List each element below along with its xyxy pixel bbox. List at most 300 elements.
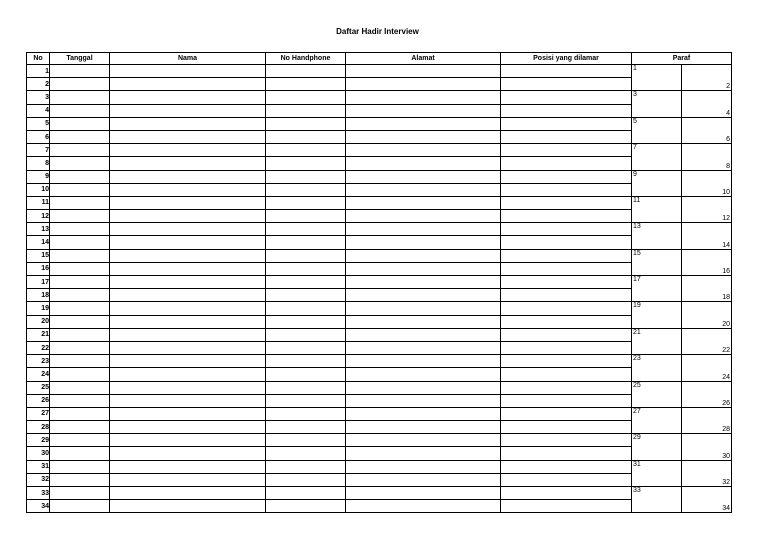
cell-tanggal[interactable] (50, 117, 110, 130)
cell-alamat[interactable] (346, 276, 501, 289)
cell-tanggal[interactable] (50, 91, 110, 104)
cell-alamat[interactable] (346, 460, 501, 473)
paraf-cell-left[interactable] (632, 487, 682, 513)
paraf-number: 13 (633, 223, 641, 231)
cell-no-handphone[interactable] (266, 262, 346, 275)
cell-tanggal[interactable] (50, 315, 110, 328)
paraf-cell-right[interactable] (682, 196, 732, 222)
cell-alamat[interactable] (346, 315, 501, 328)
table-row (27, 381, 732, 394)
cell-nama[interactable] (110, 407, 266, 420)
cell-tanggal[interactable] (50, 196, 110, 209)
cell-alamat[interactable] (346, 223, 501, 236)
row-number: 20 (27, 315, 50, 328)
cell-no-handphone[interactable] (266, 328, 346, 341)
paraf-number: 20 (722, 320, 730, 328)
cell-no-handphone[interactable] (266, 276, 346, 289)
cell-nama[interactable] (110, 183, 266, 196)
cell-no-handphone[interactable] (266, 487, 346, 500)
cell-alamat[interactable] (346, 65, 501, 78)
cell-alamat[interactable] (346, 487, 501, 500)
paraf-number: 27 (633, 407, 641, 415)
cell-no-handphone[interactable] (266, 434, 346, 447)
row-number: 13 (27, 223, 50, 236)
cell-nama[interactable] (110, 434, 266, 447)
cell-posisi[interactable] (501, 407, 632, 420)
table-row (27, 144, 732, 157)
cell-no-handphone[interactable] (266, 381, 346, 394)
cell-alamat[interactable] (346, 500, 501, 513)
row-number: 32 (27, 473, 50, 486)
cell-posisi[interactable] (501, 236, 632, 249)
row-number: 34 (27, 500, 50, 513)
paraf-number: 16 (722, 268, 730, 275)
paraf-number: 18 (722, 294, 730, 302)
paraf-cell-right[interactable] (682, 460, 732, 486)
cell-posisi[interactable] (501, 341, 632, 354)
cell-posisi[interactable] (501, 196, 632, 209)
paraf-number: 23 (633, 355, 641, 363)
cell-no-handphone[interactable] (266, 65, 346, 78)
paraf-cell-left[interactable] (632, 65, 682, 91)
cell-posisi[interactable] (501, 289, 632, 302)
cell-posisi[interactable] (501, 368, 632, 381)
cell-tanggal[interactable] (50, 236, 110, 249)
cell-posisi[interactable] (501, 473, 632, 486)
paraf-number: 34 (722, 505, 730, 513)
paraf-number: 17 (633, 276, 641, 283)
paraf-cell-right[interactable] (682, 407, 732, 433)
row-number: 22 (27, 341, 50, 354)
cell-no-handphone[interactable] (266, 144, 346, 157)
cell-posisi[interactable] (501, 500, 632, 513)
paraf-cell-right[interactable] (682, 249, 732, 275)
cell-tanggal[interactable] (50, 500, 110, 513)
paraf-cell-left[interactable] (632, 223, 682, 249)
paraf-cell-left[interactable] (632, 196, 682, 222)
cell-nama[interactable] (110, 315, 266, 328)
paraf-number: 22 (722, 347, 730, 355)
header-posisi: Posisi yang dilamar (501, 53, 632, 65)
cell-tanggal[interactable] (50, 289, 110, 302)
cell-tanggal[interactable] (50, 394, 110, 407)
cell-nama[interactable] (110, 65, 266, 78)
row-number: 30 (27, 447, 50, 460)
paraf-number: 33 (633, 487, 641, 494)
paraf-number: 12 (722, 215, 730, 223)
cell-posisi[interactable] (501, 249, 632, 262)
paraf-cell-right[interactable] (682, 117, 732, 143)
cell-alamat[interactable] (346, 236, 501, 249)
table-row (27, 434, 732, 447)
paraf-cell-right[interactable] (682, 302, 732, 328)
cell-no-handphone[interactable] (266, 341, 346, 354)
cell-posisi[interactable] (501, 355, 632, 368)
cell-no-handphone[interactable] (266, 460, 346, 473)
header-paraf: Paraf (632, 53, 732, 65)
attendance-table (26, 52, 732, 513)
table-row (27, 394, 732, 407)
row-number: 4 (27, 104, 50, 117)
row-number: 1 (27, 65, 50, 78)
cell-alamat[interactable] (346, 381, 501, 394)
cell-alamat[interactable] (346, 210, 501, 223)
cell-nama[interactable] (110, 236, 266, 249)
paraf-number: 8 (726, 162, 730, 170)
cell-alamat[interactable] (346, 196, 501, 209)
cell-no-handphone[interactable] (266, 355, 346, 368)
cell-posisi[interactable] (501, 104, 632, 117)
cell-nama[interactable] (110, 487, 266, 500)
cell-posisi[interactable] (501, 421, 632, 434)
table-row (27, 473, 732, 486)
cell-no-handphone[interactable] (266, 130, 346, 143)
header-row (27, 53, 732, 65)
cell-nama[interactable] (110, 355, 266, 368)
table-row (27, 328, 732, 341)
paraf-number: 14 (722, 241, 730, 249)
table-row (27, 341, 732, 354)
cell-tanggal[interactable] (50, 473, 110, 486)
row-number: 8 (27, 157, 50, 170)
cell-no-handphone[interactable] (266, 117, 346, 130)
cell-nama[interactable] (110, 368, 266, 381)
row-number: 19 (27, 302, 50, 315)
cell-tanggal[interactable] (50, 302, 110, 315)
cell-tanggal[interactable] (50, 407, 110, 420)
cell-nama[interactable] (110, 447, 266, 460)
cell-tanggal[interactable] (50, 460, 110, 473)
cell-alamat[interactable] (346, 91, 501, 104)
cell-no-handphone[interactable] (266, 183, 346, 196)
document-title: Daftar Hadir Interview (336, 27, 419, 36)
paraf-number: 6 (726, 136, 730, 144)
paraf-cell-right[interactable] (682, 434, 732, 460)
paraf-cell-left[interactable] (632, 407, 682, 433)
paraf-cell-left[interactable] (632, 302, 682, 328)
cell-posisi[interactable] (501, 170, 632, 183)
cell-nama[interactable] (110, 210, 266, 223)
cell-posisi[interactable] (501, 157, 632, 170)
row-number: 24 (27, 368, 50, 381)
paraf-number: 11 (633, 196, 641, 204)
table-row (27, 315, 732, 328)
cell-no-handphone[interactable] (266, 91, 346, 104)
cell-posisi[interactable] (501, 78, 632, 91)
row-number: 28 (27, 421, 50, 434)
cell-no-handphone[interactable] (266, 157, 346, 170)
cell-tanggal[interactable] (50, 368, 110, 381)
cell-posisi[interactable] (501, 223, 632, 236)
cell-no-handphone[interactable] (266, 104, 346, 117)
cell-alamat[interactable] (346, 368, 501, 381)
paraf-cell-left[interactable] (632, 91, 682, 117)
header-nama: Nama (110, 53, 266, 65)
cell-nama[interactable] (110, 394, 266, 407)
row-number: 33 (27, 487, 50, 500)
cell-posisi[interactable] (501, 460, 632, 473)
paraf-number: 30 (722, 452, 730, 460)
cell-tanggal[interactable] (50, 130, 110, 143)
cell-tanggal[interactable] (50, 210, 110, 223)
cell-nama[interactable] (110, 117, 266, 130)
paraf-number: 7 (633, 144, 637, 152)
cell-alamat[interactable] (346, 130, 501, 143)
cell-nama[interactable] (110, 223, 266, 236)
cell-nama[interactable] (110, 130, 266, 143)
row-number: 12 (27, 210, 50, 223)
cell-posisi[interactable] (501, 447, 632, 460)
cell-no-handphone[interactable] (266, 500, 346, 513)
cell-no-handphone[interactable] (266, 302, 346, 315)
cell-alamat[interactable] (346, 407, 501, 420)
table-row (27, 262, 732, 275)
cell-posisi[interactable] (501, 302, 632, 315)
paraf-number: 3 (633, 91, 637, 99)
cell-alamat[interactable] (346, 78, 501, 91)
cell-tanggal[interactable] (50, 249, 110, 262)
cell-nama[interactable] (110, 460, 266, 473)
paraf-cell-left[interactable] (632, 434, 682, 460)
table-row (27, 130, 732, 143)
table-row (27, 223, 732, 236)
cell-posisi[interactable] (501, 315, 632, 328)
cell-nama[interactable] (110, 276, 266, 289)
cell-posisi[interactable] (501, 381, 632, 394)
cell-alamat[interactable] (346, 355, 501, 368)
table-row (27, 117, 732, 130)
table-row (27, 183, 732, 196)
paraf-number: 29 (633, 434, 641, 442)
paraf-cell-left[interactable] (632, 144, 682, 170)
cell-no-handphone[interactable] (266, 78, 346, 91)
cell-no-handphone[interactable] (266, 368, 346, 381)
cell-tanggal[interactable] (50, 78, 110, 91)
row-number: 29 (27, 434, 50, 447)
paraf-cell-right[interactable] (682, 381, 732, 407)
table-row (27, 407, 732, 420)
paraf-number: 1 (633, 65, 637, 72)
row-number: 31 (27, 460, 50, 473)
cell-alamat[interactable] (346, 447, 501, 460)
table-row (27, 196, 732, 209)
cell-posisi[interactable] (501, 210, 632, 223)
cell-alamat[interactable] (346, 117, 501, 130)
table-row (27, 104, 732, 117)
table-row (27, 91, 732, 104)
paraf-cell-right[interactable] (682, 223, 732, 249)
cell-tanggal[interactable] (50, 355, 110, 368)
cell-no-handphone[interactable] (266, 447, 346, 460)
cell-alamat[interactable] (346, 394, 501, 407)
cell-posisi[interactable] (501, 183, 632, 196)
paraf-cell-left[interactable] (632, 328, 682, 354)
cell-tanggal[interactable] (50, 104, 110, 117)
table-row (27, 487, 732, 500)
row-number: 11 (27, 196, 50, 209)
cell-nama[interactable] (110, 341, 266, 354)
paraf-cell-left[interactable] (632, 249, 682, 275)
paraf-cell-right[interactable] (682, 328, 732, 354)
row-number: 26 (27, 394, 50, 407)
cell-nama[interactable] (110, 289, 266, 302)
cell-nama[interactable] (110, 381, 266, 394)
cell-tanggal[interactable] (50, 487, 110, 500)
cell-tanggal[interactable] (50, 434, 110, 447)
cell-alamat[interactable] (346, 434, 501, 447)
row-number: 25 (27, 381, 50, 394)
cell-alamat[interactable] (346, 473, 501, 486)
cell-nama[interactable] (110, 157, 266, 170)
cell-alamat[interactable] (346, 104, 501, 117)
paraf-number: 31 (633, 460, 641, 468)
cell-no-handphone[interactable] (266, 223, 346, 236)
cell-posisi[interactable] (501, 394, 632, 407)
row-number: 9 (27, 170, 50, 183)
row-number: 5 (27, 117, 50, 130)
cell-posisi[interactable] (501, 91, 632, 104)
cell-posisi[interactable] (501, 276, 632, 289)
cell-nama[interactable] (110, 196, 266, 209)
cell-alamat[interactable] (346, 302, 501, 315)
header-tanggal: Tanggal (50, 53, 110, 65)
cell-tanggal[interactable] (50, 262, 110, 275)
row-number: 2 (27, 78, 50, 91)
cell-alamat[interactable] (346, 183, 501, 196)
cell-alamat[interactable] (346, 421, 501, 434)
cell-alamat[interactable] (346, 289, 501, 302)
cell-no-handphone[interactable] (266, 473, 346, 486)
cell-tanggal[interactable] (50, 170, 110, 183)
cell-no-handphone[interactable] (266, 249, 346, 262)
header-alamat: Alamat (346, 53, 501, 65)
cell-no-handphone[interactable] (266, 170, 346, 183)
paraf-number: 2 (726, 83, 730, 91)
cell-posisi[interactable] (501, 487, 632, 500)
table-row (27, 157, 732, 170)
cell-no-handphone[interactable] (266, 315, 346, 328)
row-number: 23 (27, 355, 50, 368)
cell-nama[interactable] (110, 91, 266, 104)
cell-alamat[interactable] (346, 328, 501, 341)
cell-nama[interactable] (110, 249, 266, 262)
row-number: 18 (27, 289, 50, 302)
paraf-number: 25 (633, 381, 641, 389)
cell-tanggal[interactable] (50, 183, 110, 196)
paraf-number: 32 (722, 479, 730, 486)
cell-no-handphone[interactable] (266, 394, 346, 407)
cell-alamat[interactable] (346, 144, 501, 157)
cell-nama[interactable] (110, 170, 266, 183)
cell-no-handphone[interactable] (266, 236, 346, 249)
table-row (27, 368, 732, 381)
paraf-number: 21 (633, 328, 641, 336)
table-row (27, 302, 732, 315)
cell-tanggal[interactable] (50, 144, 110, 157)
cell-nama[interactable] (110, 500, 266, 513)
cell-tanggal[interactable] (50, 276, 110, 289)
row-number: 10 (27, 183, 50, 196)
row-number: 3 (27, 91, 50, 104)
cell-alamat[interactable] (346, 341, 501, 354)
paraf-cell-right[interactable] (682, 91, 732, 117)
cell-posisi[interactable] (501, 117, 632, 130)
paraf-cell-right[interactable] (682, 276, 732, 302)
table-row (27, 210, 732, 223)
cell-posisi[interactable] (501, 144, 632, 157)
paraf-cell-left[interactable] (632, 117, 682, 143)
cell-no-handphone[interactable] (266, 407, 346, 420)
table-row (27, 460, 732, 473)
table-row (27, 447, 732, 460)
paraf-cell-left[interactable] (632, 276, 682, 302)
cell-nama[interactable] (110, 144, 266, 157)
cell-tanggal[interactable] (50, 65, 110, 78)
cell-nama[interactable] (110, 328, 266, 341)
header-no-handphone: No Handphone (266, 53, 346, 65)
table-row (27, 236, 732, 249)
paraf-cell-right[interactable] (682, 487, 732, 513)
cell-alamat[interactable] (346, 249, 501, 262)
cell-alamat[interactable] (346, 262, 501, 275)
row-number: 17 (27, 276, 50, 289)
cell-tanggal[interactable] (50, 381, 110, 394)
cell-nama[interactable] (110, 473, 266, 486)
cell-nama[interactable] (110, 104, 266, 117)
cell-posisi[interactable] (501, 328, 632, 341)
cell-posisi[interactable] (501, 130, 632, 143)
cell-alamat[interactable] (346, 157, 501, 170)
row-number: 16 (27, 262, 50, 275)
row-number: 6 (27, 130, 50, 143)
cell-posisi[interactable] (501, 65, 632, 78)
cell-nama[interactable] (110, 421, 266, 434)
cell-tanggal[interactable] (50, 447, 110, 460)
cell-nama[interactable] (110, 302, 266, 315)
cell-tanggal[interactable] (50, 328, 110, 341)
cell-alamat[interactable] (346, 170, 501, 183)
table-row (27, 500, 732, 513)
cell-tanggal[interactable] (50, 223, 110, 236)
cell-no-handphone[interactable] (266, 421, 346, 434)
paraf-cell-left[interactable] (632, 460, 682, 486)
header-no: No (27, 53, 50, 65)
cell-no-handphone[interactable] (266, 210, 346, 223)
cell-posisi[interactable] (501, 262, 632, 275)
paraf-cell-left[interactable] (632, 355, 682, 381)
paraf-cell-right[interactable] (682, 65, 732, 91)
table-row (27, 170, 732, 183)
paraf-cell-right[interactable] (682, 144, 732, 170)
cell-tanggal[interactable] (50, 421, 110, 434)
paraf-cell-left[interactable] (632, 381, 682, 407)
cell-nama[interactable] (110, 262, 266, 275)
cell-no-handphone[interactable] (266, 289, 346, 302)
cell-tanggal[interactable] (50, 157, 110, 170)
paraf-cell-left[interactable] (632, 170, 682, 196)
paraf-number: 10 (722, 188, 730, 196)
paraf-number: 9 (633, 170, 637, 178)
cell-nama[interactable] (110, 78, 266, 91)
paraf-cell-right[interactable] (682, 355, 732, 381)
cell-tanggal[interactable] (50, 341, 110, 354)
cell-posisi[interactable] (501, 434, 632, 447)
paraf-cell-right[interactable] (682, 170, 732, 196)
paraf-number: 19 (633, 302, 641, 310)
table-row (27, 289, 732, 302)
table-row (27, 355, 732, 368)
cell-no-handphone[interactable] (266, 196, 346, 209)
